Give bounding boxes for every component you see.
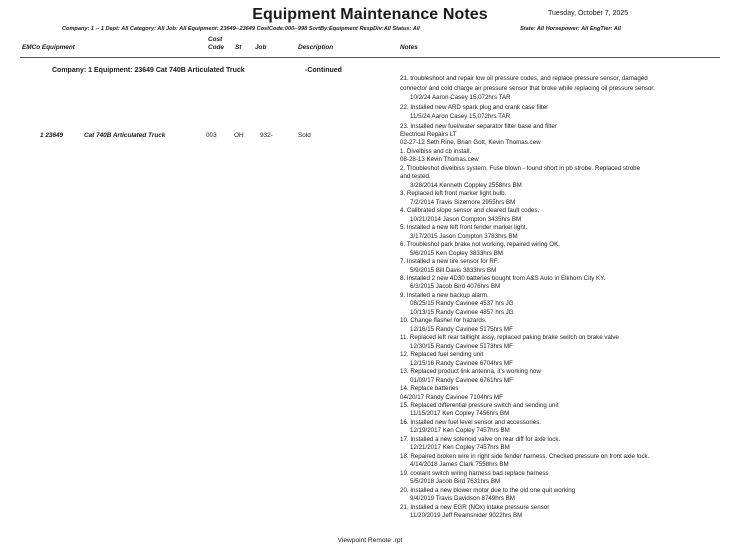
- note-line: and tested.: [400, 173, 431, 181]
- continued-notes: [400, 74, 730, 131]
- note-line: 5. Installed a new left front fender marker light.: [400, 224, 528, 232]
- note-line: 2. Troubleshot divelbiss system. Fuse blown - found short in pb strobe. Replaced strobe: [400, 164, 641, 172]
- note-line: 20. Installed a new blower motor due to the old one quit working: [400, 486, 576, 494]
- note-line: 11/20/2019 Jeff Reamsnider 9022hrs BM: [410, 512, 523, 520]
- header-divider: [20, 57, 720, 58]
- note-line: 8. Installed 2 new 4D30 batteries bought from A&S Auto in Elkhorn City KY.: [400, 274, 606, 282]
- note-line: 21. troubleshoot and repair low oil pressure codes, and replace pressure sensor, damaged: [400, 75, 648, 82]
- column-header-description: Description: [298, 44, 334, 51]
- note-line: 12. Replaced fuel sending unit: [400, 351, 484, 359]
- note-line: 17. Installed a new solenoid valve on rear diff for axle lock.: [400, 435, 561, 443]
- note-line: 7/2/2014 Travis Sizemore 2955hrs BM: [410, 198, 516, 206]
- report-filters-secondary: State: All Horsepower: All EngTier: All: [520, 26, 621, 32]
- note-line: 22. Installed new ARD spark plug and crank case filter: [400, 103, 549, 111]
- note-line: 12/21/2017 Ken Copley 7457hrs BM: [410, 444, 510, 452]
- column-header-notes: Notes: [400, 44, 418, 51]
- note-line: 11. Replaced left rear taillight assy, replaced paking brake switch on brake valve: [400, 334, 619, 342]
- column-header-cost-code-line1: Cost: [208, 36, 223, 43]
- note-line: 5/9/2015 Bill Davis 3833hrs BM: [410, 266, 497, 274]
- description: Sold: [298, 132, 311, 139]
- report-footer: Viewpoint Remote .rpt: [337, 537, 403, 544]
- note-line: 3/17/2015 Jason Compton 3783hrs BM: [410, 232, 518, 240]
- note-line: 13. Replaced product link antenna, it's working now: [400, 368, 541, 376]
- note-line: 08-28-13 Kevin Thomas.cew: [400, 156, 479, 164]
- note-line: connector and cold charge air pressure sensor that broke while replacing oil pressure sensor.: [400, 84, 655, 92]
- note-line: 4. Calibrated slope sensor and cleared fault codes.: [400, 207, 540, 215]
- group-continued-label: -Continued: [305, 67, 342, 74]
- job: 932-: [260, 132, 273, 139]
- note-line: 10/2/24 Aaron Casey 15,072hrs TAR: [410, 94, 511, 102]
- note-line: 5/6/2015 Ken Copley 3833hrs BM: [410, 249, 503, 257]
- note-line: 01/09/17 Randy Cavinee 6761hrs MF: [410, 376, 513, 384]
- equipment-name: Cat 740B Articulated Truck: [84, 132, 166, 139]
- group-header: Company: 1 Equipment: 23649 Cat 740B Articulated Truck: [52, 67, 245, 74]
- report-filters: Company: 1 -- 1 Dept: All Category: All Job: All Equipment: 23649--23649 CostCode:000--998 SortBy:Equipment RespDiv:All Status: All: [62, 26, 420, 32]
- note-line: 6. Troubleshot park brake not working, repaired wiring OK.: [400, 241, 560, 249]
- note-line: 9/4/2019 Travis Davidson 8749hrs BM: [410, 495, 515, 503]
- note-line: 14. Replace batteries: [400, 385, 459, 393]
- column-header-cost-code-line2: Code: [208, 44, 224, 51]
- note-line: 18. Repaired broken wire in right side fender harness. Checked pressure on front axle lock.: [400, 452, 650, 460]
- note-line: Electrical Repairs LT: [400, 131, 457, 138]
- note-line: 12/19/2017 Ken Copley 7457hrs BM: [410, 427, 510, 435]
- note-line: 10/13/15 Randy Cavinee 4857 hrs JG: [410, 308, 514, 316]
- row-notes: [400, 131, 730, 521]
- note-line: 12/30/15 Randy Cavinee 5173hrs MF: [410, 342, 513, 350]
- note-line: 1. Divelbiss and cb install.: [400, 147, 472, 155]
- note-line: 04/20/17 Randy Cavinee 7104hrs MF: [400, 393, 503, 401]
- note-line: 10/21/2014 Jason Compton 3435hrs BM: [410, 215, 522, 223]
- note-line: 12/15/16 Randy Cavinee 6704hrs MF: [410, 359, 513, 367]
- cost-code: 003: [206, 132, 217, 139]
- note-line: 21. Installed a new EGR (NOx) intake pressure sensor: [400, 503, 550, 511]
- column-header-job: Job: [255, 44, 267, 51]
- column-header-equipment: EMCo Equipment: [22, 44, 75, 51]
- note-line: 12/16/15 Randy Cavinee 5175hrs MF: [410, 325, 513, 333]
- note-line: 23. Installed new fuel/water separator filter base and filter: [400, 122, 557, 130]
- note-line: 11/5/24 Aaron Casey 15,072hrs TAR: [410, 113, 511, 121]
- note-line: 5/5/2018 Jacob Bird 7631hrs BM: [410, 478, 501, 486]
- note-line: 6/3/2015 Jacob Bird 4076hrs BM: [410, 283, 501, 291]
- column-header-st: St: [235, 44, 242, 51]
- note-line: 4/14/2018 James Clark 7558hrs BM: [410, 461, 509, 469]
- note-line: 3. Replaced left front marker light bulb.: [400, 190, 507, 198]
- report-title: Equipment Maintenance Notes: [252, 6, 488, 23]
- status: OH: [234, 132, 244, 139]
- note-line: 15. Replaced differential pressure switch and sending unit: [400, 402, 559, 409]
- report-date: Tuesday, October 7, 2025: [548, 10, 629, 17]
- note-line: 02-27-12 Seth Rine, Brian Gott, Kevin Thomas.cew: [400, 139, 541, 147]
- note-line: 9. Installed a new backup alarm.: [400, 291, 489, 299]
- note-line: 7. Installed a new tire sensor for RF.: [400, 258, 499, 266]
- note-line: 16. Installed new fuel level sensor and accessories.: [400, 418, 542, 426]
- note-line: 3/28/2014 Kenneth Coppley 2558hrs BM: [410, 181, 522, 189]
- note-line: 11/15/2017 Ken Copley 7456hrs BM: [410, 410, 510, 418]
- note-line: 19. coolant switch wiring harness bad replace harness: [400, 469, 549, 477]
- note-line: 10. Change flasher for hazards.: [400, 317, 487, 325]
- note-line: 08/25/15 Randy Cavinee 4537 hrs JG: [410, 300, 514, 308]
- equipment-id: 1 23649: [40, 132, 64, 139]
